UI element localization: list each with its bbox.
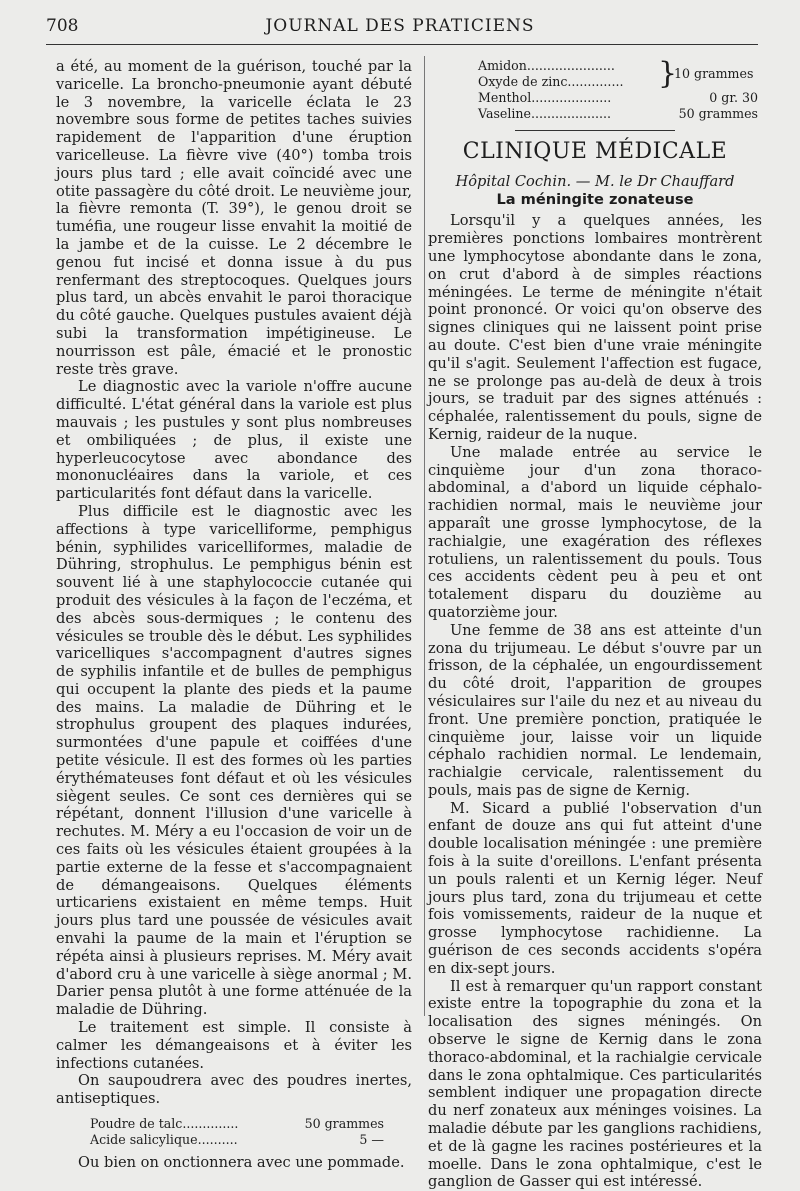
journal-title: JOURNAL DES PRATICIENS bbox=[265, 16, 535, 36]
recipe-group-qty: 10 grammes bbox=[674, 66, 754, 81]
recipe-qty: 5 — bbox=[359, 1132, 384, 1148]
recipe-row bbox=[428, 90, 762, 106]
powder-recipe bbox=[56, 1116, 412, 1148]
recipe-qty: 50 grammes bbox=[678, 106, 758, 121]
paragraph: M. Sicard a publié l'observation d'un enfant de douze ans qui fut atteint d'une double localisation méningée : une première fois à la suite d'oreillons. L'enfant présenta un pouls ralenti et un Kernig léger. Neuf jours plus tard, zona du trijumeau et cette fois vomissements, raideur de la nuque et grosse lymphocytose rachidienne. La guérison de ces seconds accidents s'opéra en dix-sept jours. bbox=[428, 799, 762, 977]
ointment-recipe bbox=[428, 58, 762, 122]
page-header bbox=[0, 0, 800, 48]
paragraph: On saupoudrera avec des poudres inertes, antiseptiques. bbox=[56, 1072, 412, 1108]
recipe-item: Oxyde de zinc.............. bbox=[478, 74, 624, 89]
right-column bbox=[428, 58, 762, 1191]
paragraph: Une malade entrée au service le cinquième jour d'un zona thoraco-abdominal, a d'abord un liquide céphalo-rachidien normal, mais le neuvième jour apparaît une grosse lymphocytose, de la rachialgie, une exagération des réflexes rotuliens, un ralentissement du pouls. Tous ces accidents cèdent peu à peu et ont totalement disparu du douzième au quatorzième jour. bbox=[428, 443, 762, 621]
recipe-row bbox=[56, 1116, 412, 1132]
left-column bbox=[56, 58, 412, 1172]
recipe-qty: 0 gr. 30 bbox=[709, 90, 758, 105]
brace-icon: } bbox=[658, 56, 678, 91]
recipe-item: Acide salicylique.......... bbox=[90, 1132, 238, 1148]
recipe-item: Vaseline.................... bbox=[478, 106, 612, 121]
section-rule bbox=[515, 130, 675, 131]
paragraph: Il est à remarquer qu'un rapport constant existe entre la topographie du zona et la localisation des signes méningés. On observe le signe de Kernig dans le zona thoraco-abdominal, et la rachialgie cervicale dans le zona ophtalmique. Ces particularités semblent indiquer une propagation directe du nerf zonateux aux méninges voisines. La maladie débute par les ganglions rachidiens, et de là gagne les racines postérieures et la moelle. Dans le zona ophtalmique, c'est le ganglion de Gasser qui est intéressé. bbox=[428, 977, 762, 1191]
paragraph: Lorsqu'il y a quelques années, les premières ponctions lombaires montrèrent une lymphocytose abondante dans le zona, on crut d'abord à de simples réactions méningées. Le terme de méningite n'était point prononcé. Or voici qu'on observe des signes cliniques qui ne laissent point prise au doute. C'est bien d'une vraie méningite qu'il s'agit. Seulement l'affection est fugace, ne se prolonge pas au-delà de deux à trois jours, se traduit par des signes atténués : céphalée, ralentissement du pouls, signe de Kernig, raideur de la nuque. bbox=[428, 212, 762, 443]
paragraph: Le traitement est simple. Il consiste à calmer les démangeaisons et à éviter les infections cutanées. bbox=[56, 1019, 412, 1072]
paragraph: a été, au moment de la guérison, touché par la varicelle. La broncho-pneumonie ayant débuté le 3 novembre, la varicelle éclata le 23 novembre sous forme de petites taches suivies rapidement de l'apparition d'une éruption varicelleuse. La fièvre vive (40°) tomba trois jours plus tard ; elle avait coïncidé avec une otite passagère du côté droit. Le neuvième jour, la fièvre remonta (T. 39°), le genou droit se tuméfia, une rougeur lisse envahit la moitié de la jambe et de la cuisse. Le 2 décembre le genou fut incisé et donna issue à du pus renfermant des streptocoques. Quelques jours plus tard, un abcès envahit le paroi thoracique du côté gauche. Quelques pustules avaient déjà subi la transformation impétigineuse. Le nourrisson est pâle, émacié et le pronostic reste très grave. bbox=[56, 58, 412, 378]
header-rule bbox=[46, 44, 758, 45]
recipe-item: Poudre de talc.............. bbox=[90, 1116, 239, 1132]
paragraph: Le diagnostic avec la variole n'offre aucune difficulté. L'état général dans la variole est plus mauvais ; les pustules y sont plus nombreuses et ombiliquées ; de plus, il existe une hyperleucocytose avec abondance des mononucléaires dans la variole, et ces particularités font défaut dans la varicelle. bbox=[56, 378, 412, 503]
recipe-item: Menthol.................... bbox=[478, 90, 612, 105]
article-title: La méningite zonateuse bbox=[496, 190, 694, 208]
recipe-row bbox=[56, 1132, 412, 1148]
recipe-qty: 50 grammes bbox=[304, 1116, 384, 1132]
section-title: CLINIQUE MÉDICALE bbox=[462, 139, 728, 164]
paragraph: Plus difficile est le diagnostic avec les affections à type varicelliforme, pemphigus bénin, syphilides varicelliformes, maladie de Dühring, strophulus. Le pemphigus bénin est souvent lié à une staphylococcie cutanée qui produit des vésicules à la façon de l'eczéma, et des abcès sous-dermiques ; le contenu des vésicules se trouble dès le début. Les syphilides varicelliques s'accompagnent d'autres signes de syphilis infantile et de bulles de pemphigus qui occupent la plante des pieds et la paume des mains. La maladie de Dühring et le strophulus groupent des plaques indurées, surmontées d'une papule et coiffées d'une petite vésicule. Il est des formes où les parties érythémateuses font défaut et où les vésicules siègent seules. Ce sont ces dernières qui se répétant, donnent l'illusion d'une varicelle à rechutes. M. Méry a eu l'occasion de voir un de ces faits où les vésicules étaient groupées à la partie externe de la fesse et s'accompagnaient de démangeaisons. Quelques éléments urticariens existaient en même temps. Huit jours plus tard une poussée de vésicules avait envahi la paume de la main et l'éruption se répéta ainsi à plusieurs reprises. M. Méry avait d'abord cru à une varicelle à siège anormal ; M. Darier pensa plutôt à une forme atténuée de la maladie de Dühring. bbox=[56, 502, 412, 1019]
hospital-line: Hôpital Cochin. — M. le Dr Chauffard bbox=[455, 172, 735, 190]
recipe-row bbox=[428, 106, 762, 122]
paragraph: Ou bien on onctionnera avec une pommade. bbox=[78, 1154, 405, 1172]
column-divider bbox=[424, 56, 425, 1016]
paragraph: Une femme de 38 ans est atteinte d'un zona du trijumeau. Le début s'ouvre par un frisson, de la céphalée, un engourdissement du côté droit, l'apparition de groupes vésiculaires sur l'aile du nez et au niveau du front. Une première ponction, pratiquée le cinquième jour, laisse voir un liquide céphalo rachidien normal. Le lendemain, rachialgie cervicale, ralentissement du pouls, mais pas de signe de Kernig. bbox=[428, 621, 762, 799]
page-number: 708 bbox=[46, 16, 79, 36]
recipe-item: Amidon...................... bbox=[478, 58, 615, 73]
